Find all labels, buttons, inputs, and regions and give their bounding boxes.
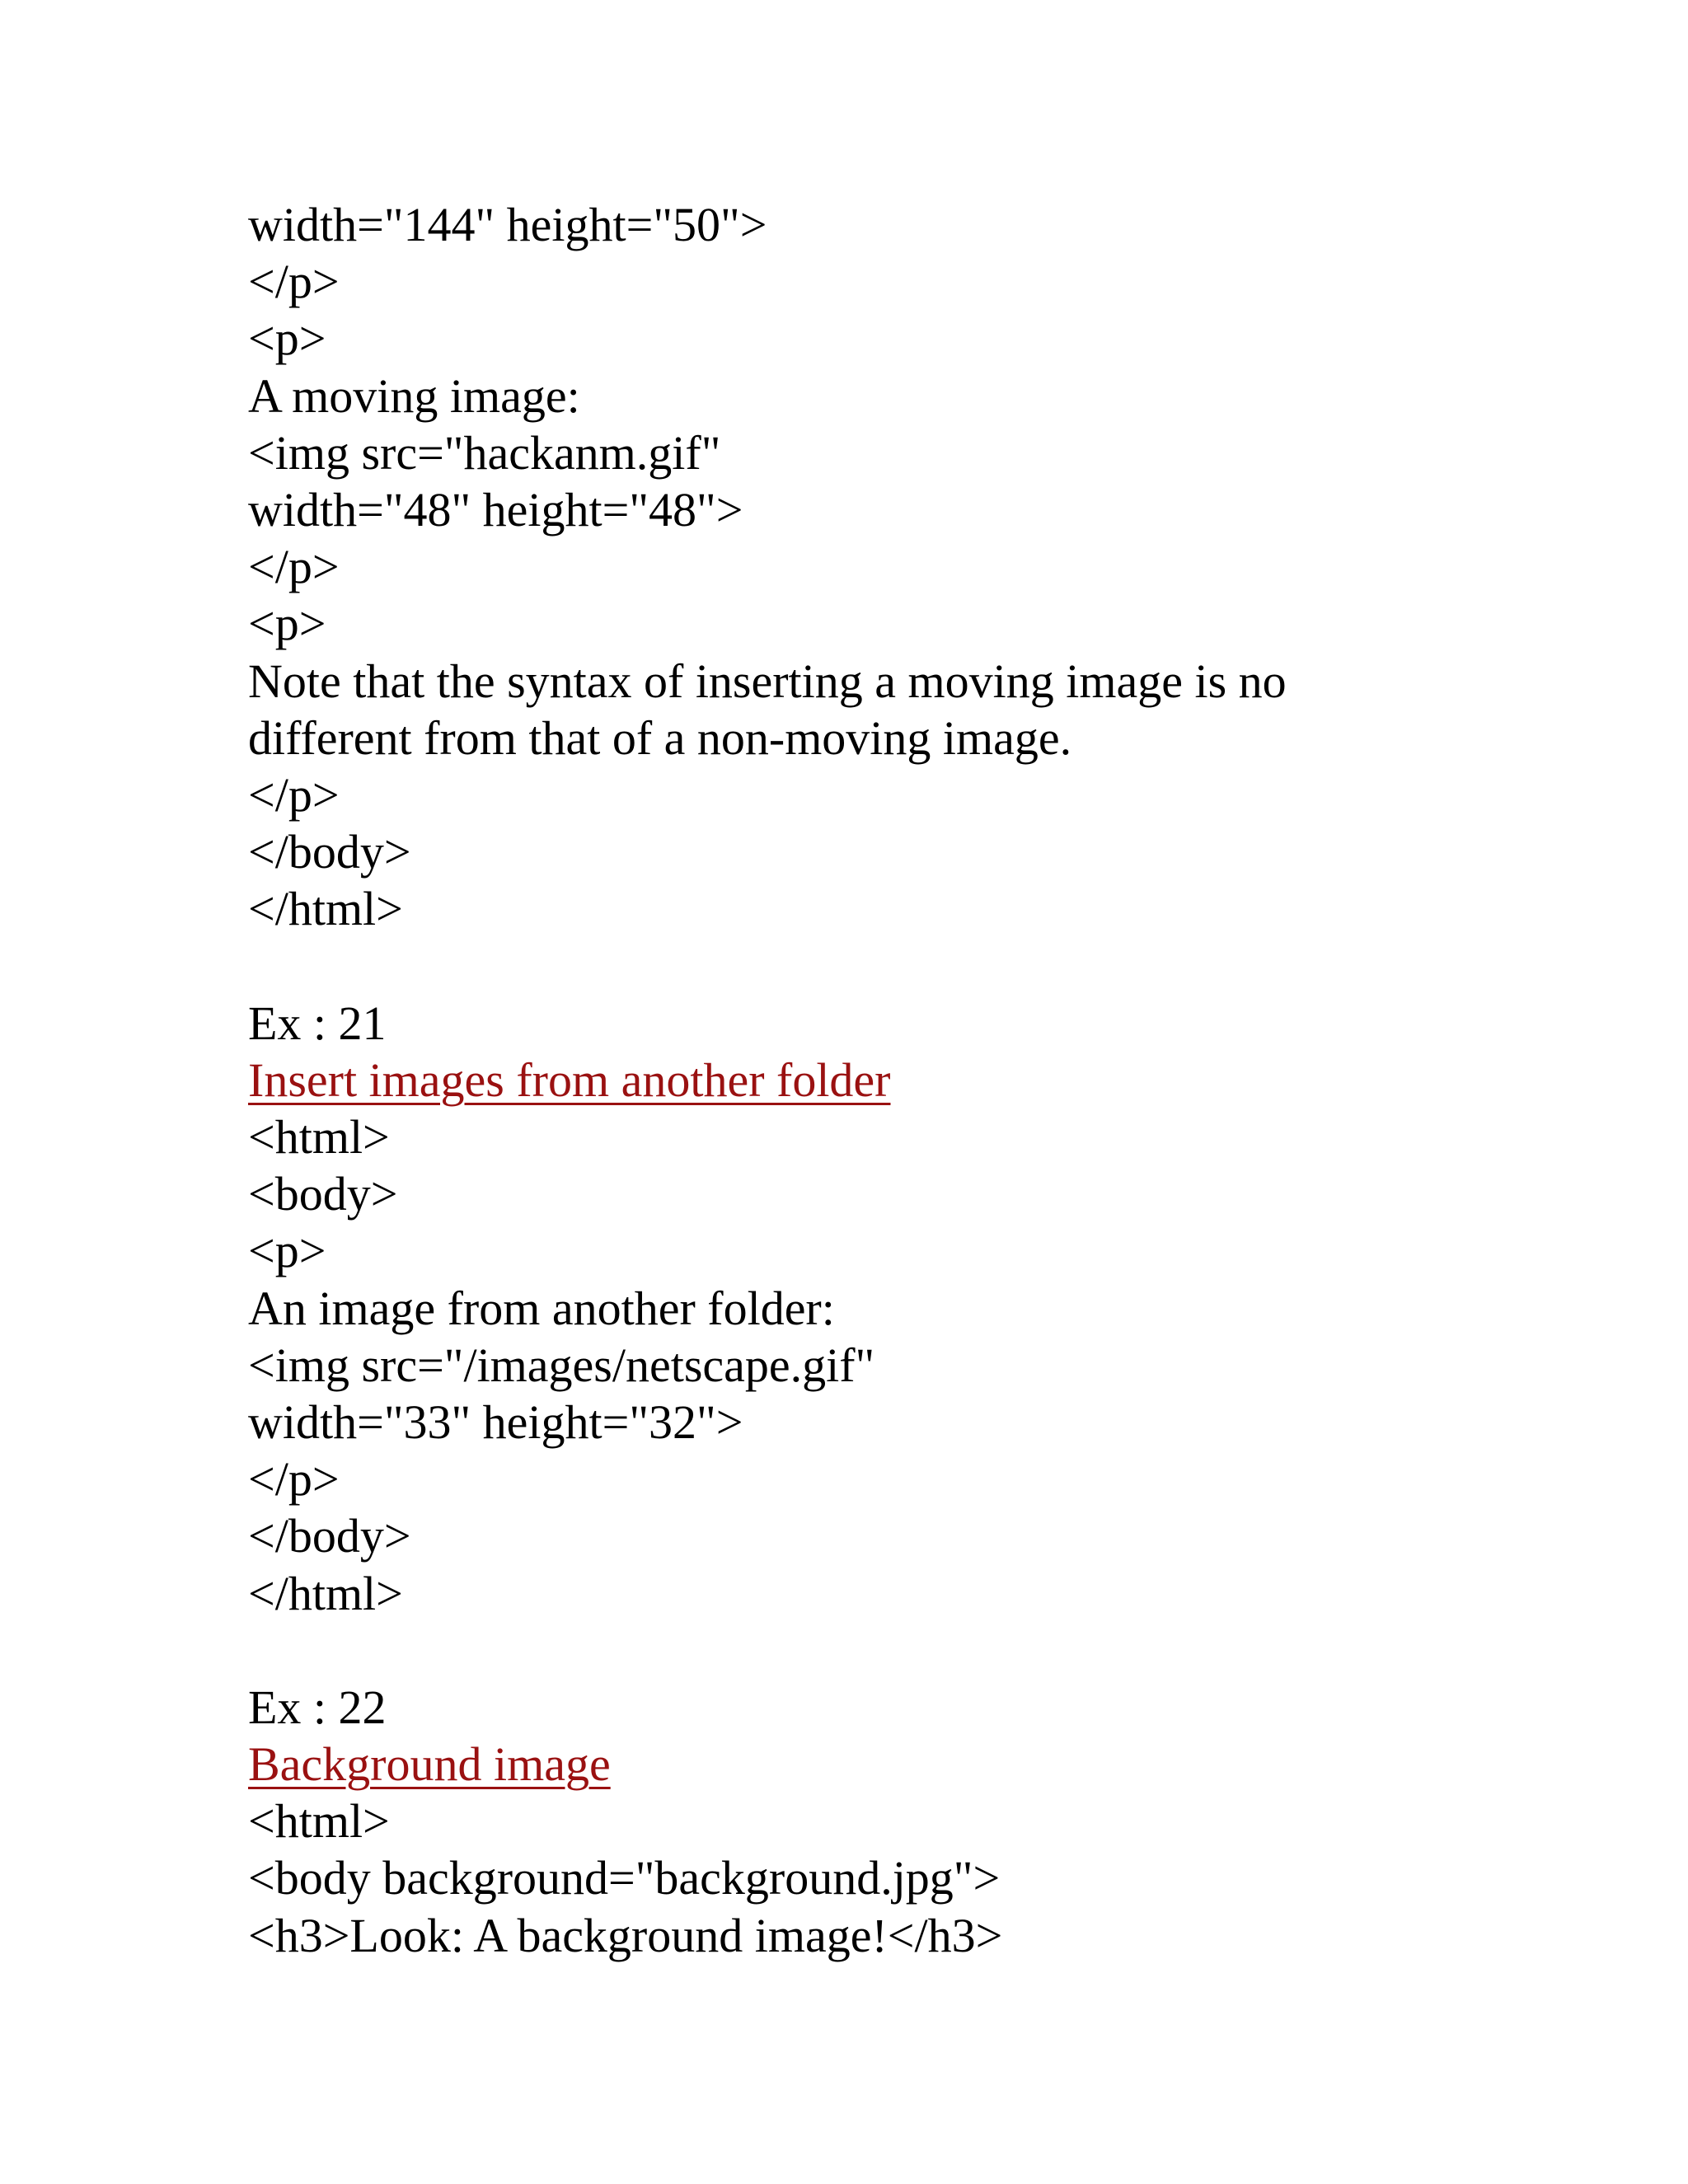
code-line: <body background="background.jpg"> xyxy=(248,1851,1001,1905)
code-line: <h3>Look: A background image!</h3> xyxy=(248,1908,1003,1962)
code-line: </p> xyxy=(248,255,340,309)
code-line: An image from another folder: xyxy=(248,1281,835,1335)
code-block-continued xyxy=(248,196,1484,937)
code-line: A moving image: xyxy=(248,368,580,423)
code-line: </html> xyxy=(248,882,403,936)
code-line: </body> xyxy=(248,825,411,879)
code-line: different from that of a non-moving image. xyxy=(248,710,1072,765)
code-line: </p> xyxy=(248,767,340,822)
code-line: <p> xyxy=(248,312,326,366)
spacer xyxy=(248,937,1484,994)
code-line: </p> xyxy=(248,1452,340,1507)
code-line: <html> xyxy=(248,1794,390,1849)
code-line: width="144" height="50"> xyxy=(248,198,767,251)
code-line: </p> xyxy=(248,540,340,594)
example-22 xyxy=(248,1679,1484,1964)
spacer xyxy=(248,1622,1484,1679)
example-label: Ex : 21 xyxy=(248,996,387,1050)
code-line: <body> xyxy=(248,1167,398,1221)
example-title: Insert images from another folder xyxy=(248,1052,891,1107)
code-line: <img src="/images/netscape.gif" xyxy=(248,1338,875,1392)
code-line: <html> xyxy=(248,1110,390,1164)
document-content xyxy=(248,196,1484,1964)
example-label: Ex : 22 xyxy=(248,1680,387,1734)
example-21 xyxy=(248,995,1484,1622)
code-line: Note that the syntax of inserting a moving image is no xyxy=(248,654,1287,708)
code-line: </body> xyxy=(248,1509,411,1563)
code-line: <img src="hackanm.gif" xyxy=(248,425,721,480)
code-line: <p> xyxy=(248,1224,326,1278)
code-line: </html> xyxy=(248,1566,403,1620)
code-line: width="33" height="32"> xyxy=(248,1394,743,1449)
example-title: Background image xyxy=(248,1737,611,1792)
code-line: width="48" height="48"> xyxy=(248,482,743,537)
code-line: <p> xyxy=(248,597,326,651)
